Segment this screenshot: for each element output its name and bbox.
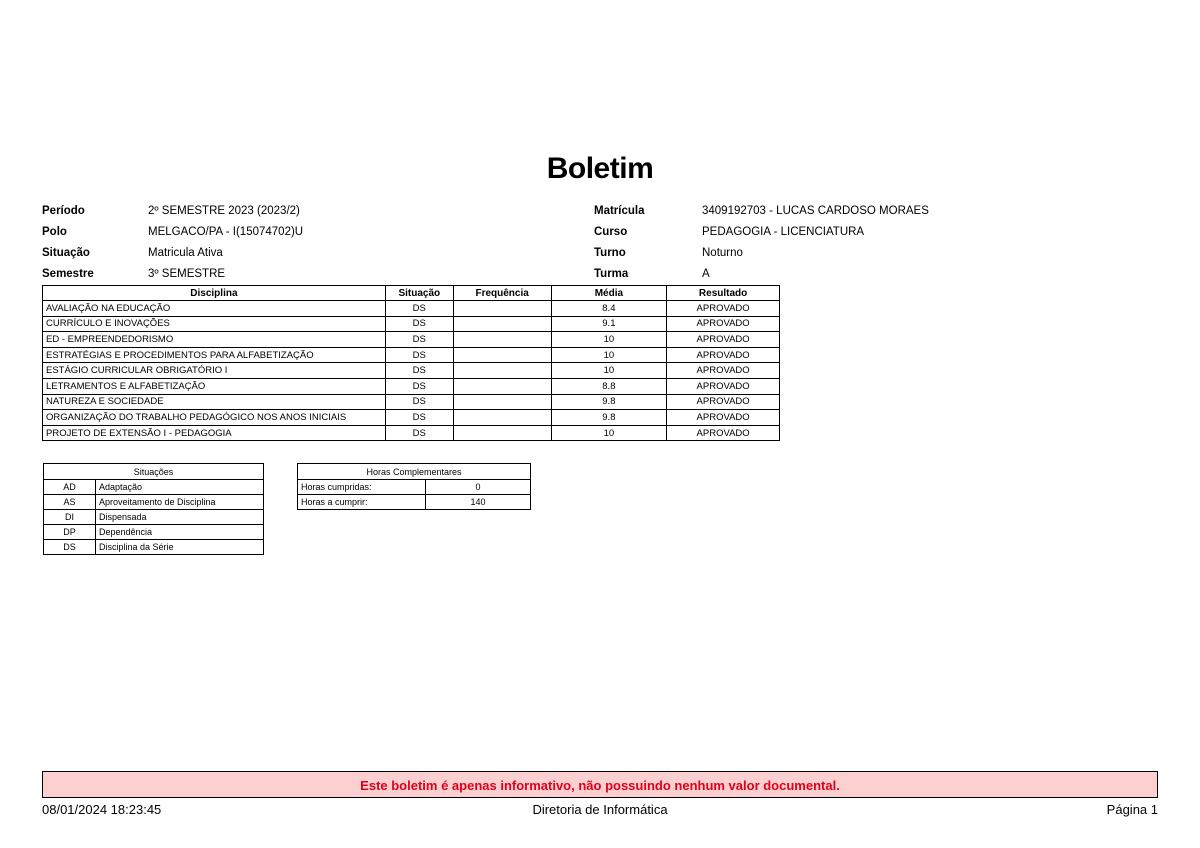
legend-description: Dispensada (96, 510, 264, 525)
student-info-right (594, 203, 1094, 287)
situacao-cell: DS (385, 410, 453, 426)
student-info-left (42, 203, 492, 287)
media-cell: 10 (551, 363, 667, 379)
legend-code: DI (44, 510, 96, 525)
page-title: Boletim (546, 152, 654, 185)
legend-row (44, 495, 264, 510)
info-value: 3º SEMESTRE (148, 268, 226, 280)
info-label: Matrícula (594, 205, 645, 217)
situacoes-title: Situações (44, 464, 264, 480)
resultado-cell: APROVADO (667, 378, 780, 394)
info-value: 3409192703 - LUCAS CARDOSO MORAES (702, 205, 929, 217)
info-label: Situação (42, 247, 90, 259)
resultado-cell: APROVADO (667, 316, 780, 332)
frequencia-cell (453, 347, 551, 363)
header-frequencia: Frequência (453, 286, 551, 301)
media-cell: 9.8 (551, 394, 667, 410)
situacao-cell: DS (385, 347, 453, 363)
horas-value: 140 (426, 495, 531, 510)
legend-description: Dependência (96, 525, 264, 540)
legend-description: Disciplina da Série (96, 540, 264, 555)
info-label: Turma (594, 268, 629, 280)
horas-label: Horas a cumprir: (298, 495, 426, 510)
horas-label: Horas cumpridas: (298, 480, 426, 495)
media-cell: 10 (551, 425, 667, 441)
media-cell: 9.1 (551, 316, 667, 332)
table-row (43, 316, 780, 332)
situacao-cell: DS (385, 332, 453, 348)
resultado-cell: APROVADO (667, 332, 780, 348)
frequencia-cell (453, 363, 551, 379)
grades-header-row (43, 286, 780, 301)
header-situacao: Situação (385, 286, 453, 301)
media-cell: 8.8 (551, 378, 667, 394)
table-row (43, 394, 780, 410)
media-cell: 10 (551, 347, 667, 363)
situacao-cell: DS (385, 301, 453, 317)
legend-description: Aproveitamento de Disciplina (96, 495, 264, 510)
situacao-cell: DS (385, 425, 453, 441)
frequencia-cell (453, 301, 551, 317)
frequencia-cell (453, 410, 551, 426)
info-label: Curso (594, 226, 628, 238)
table-row (43, 332, 780, 348)
info-value: A (702, 268, 710, 280)
table-row (43, 301, 780, 317)
resultado-cell: APROVADO (667, 425, 780, 441)
legend-row (44, 510, 264, 525)
frequencia-cell (453, 316, 551, 332)
footer-page-number: Página 1 (1106, 802, 1158, 817)
table-row (43, 425, 780, 441)
frequencia-cell (453, 332, 551, 348)
situacoes-legend-table (43, 463, 264, 555)
disciplina-cell: ESTÁGIO CURRICULAR OBRIGATÓRIO I (43, 363, 386, 379)
disciplina-cell: CURRÍCULO E INOVAÇÕES (43, 316, 386, 332)
footer-department: Diretoria de Informática (532, 802, 668, 817)
disciplina-cell: ORGANIZAÇÃO DO TRABALHO PEDAGÓGICO NOS ANOS INICIAIS (43, 410, 386, 426)
frequencia-cell (453, 425, 551, 441)
resultado-cell: APROVADO (667, 301, 780, 317)
resultado-cell: APROVADO (667, 394, 780, 410)
header-resultado: Resultado (667, 286, 780, 301)
disciplina-cell: ED - EMPREENDEDORISMO (43, 332, 386, 348)
legend-code: DP (44, 525, 96, 540)
info-label: Semestre (42, 268, 94, 280)
media-cell: 10 (551, 332, 667, 348)
horas-title: Horas Complementares (298, 464, 531, 480)
disciplina-cell: ESTRATÉGIAS E PROCEDIMENTOS PARA ALFABETIZAÇÃO (43, 347, 386, 363)
frequencia-cell (453, 378, 551, 394)
horas-row (298, 495, 531, 510)
info-value: Matricula Ativa (148, 247, 223, 259)
info-value: MELGACO/PA - I(15074702)U (148, 226, 304, 238)
info-label: Turno (594, 247, 626, 259)
info-value: Noturno (702, 247, 743, 259)
legend-code: AD (44, 480, 96, 495)
resultado-cell: APROVADO (667, 347, 780, 363)
legend-row (44, 480, 264, 495)
info-label: Período (42, 205, 85, 217)
media-cell: 9.8 (551, 410, 667, 426)
info-value: 2º SEMESTRE 2023 (2023/2) (148, 205, 300, 217)
disciplina-cell: NATUREZA E SOCIEDADE (43, 394, 386, 410)
frequencia-cell (453, 394, 551, 410)
horas-row (298, 480, 531, 495)
table-row (43, 347, 780, 363)
header-disciplina: Disciplina (43, 286, 386, 301)
situacao-cell: DS (385, 394, 453, 410)
table-row (43, 410, 780, 426)
disciplina-cell: LETRAMENTOS E ALFABETIZAÇÃO (43, 378, 386, 394)
resultado-cell: APROVADO (667, 363, 780, 379)
situacao-cell: DS (385, 316, 453, 332)
info-value: PEDAGOGIA - LICENCIATURA (702, 226, 865, 238)
horas-complementares-table (297, 463, 531, 510)
footer-timestamp: 08/01/2024 18:23:45 (42, 802, 162, 817)
horas-value: 0 (426, 480, 531, 495)
legend-code: DS (44, 540, 96, 555)
legend-code: AS (44, 495, 96, 510)
header-media: Média (551, 286, 667, 301)
disciplina-cell: AVALIAÇÃO NA EDUCAÇÃO (43, 301, 386, 317)
situacao-cell: DS (385, 378, 453, 394)
legend-row (44, 525, 264, 540)
legend-row (44, 540, 264, 555)
situacao-cell: DS (385, 363, 453, 379)
media-cell: 8.4 (551, 301, 667, 317)
resultado-cell: APROVADO (667, 410, 780, 426)
legend-description: Adaptação (96, 480, 264, 495)
table-row (43, 363, 780, 379)
grades-table (42, 285, 780, 441)
disclaimer-banner: Este boletim é apenas informativo, não possuindo nenhum valor documental. (42, 771, 1158, 798)
disciplina-cell: PROJETO DE EXTENSÃO I - PEDAGOGIA (43, 425, 386, 441)
table-row (43, 378, 780, 394)
info-label: Polo (42, 226, 67, 238)
